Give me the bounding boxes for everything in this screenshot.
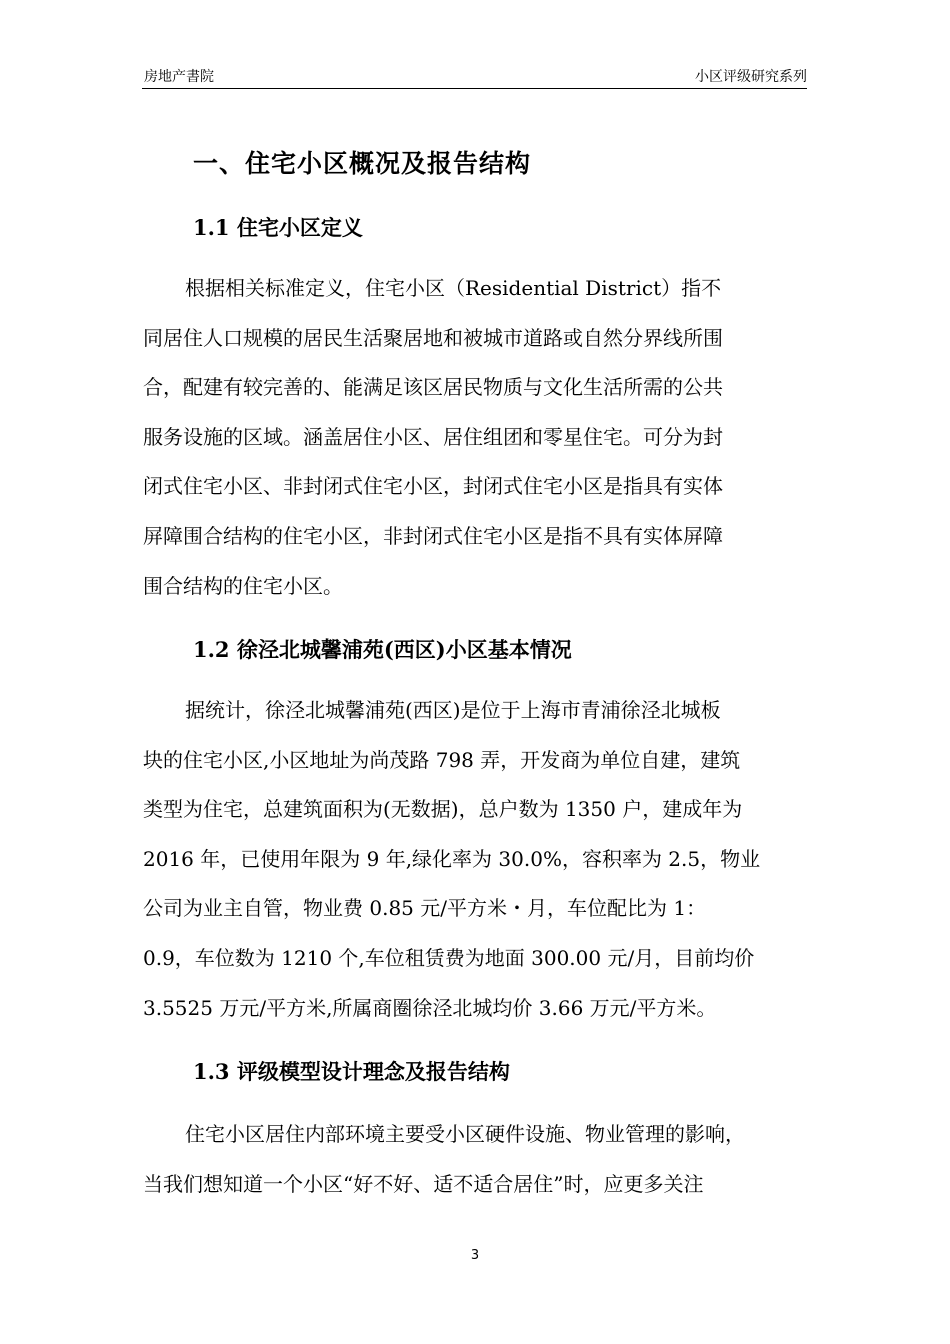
- paragraph-basic-info: [143, 686, 811, 1033]
- text-line: 据统计，徐泾北城馨浦苑(西区)是位于上海市青浦徐泾北城板: [185, 698, 721, 722]
- text-line: 2016 年，已使用年限为 9 年,绿化率为 30.0%，容积率为 2.5，物业: [143, 846, 761, 871]
- text-line: 3.5525 万元/平方米,所属商圈徐泾北城均价 3.66 万元/平方米。: [143, 995, 717, 1020]
- header-brand: 房地产書院: [144, 69, 214, 85]
- text-line: 服务设施的区域。涵盖居住小区、居住组团和零星住宅。可分为封: [143, 424, 723, 449]
- text-line: 闭式住宅小区、非封闭式住宅小区，封闭式住宅小区是指具有实体: [143, 474, 723, 499]
- text-line: 住宅小区居住内部环境主要受小区硬件设施、物业管理的影响，: [185, 1122, 745, 1146]
- paragraph-model-design: [143, 1110, 811, 1209]
- text-line: 屏障围合结构的住宅小区，非封闭式住宅小区是指不具有实体屏障: [143, 523, 723, 548]
- text-line: 当我们想知道一个小区“好不好、适不适合居住”时，应更多关注: [143, 1171, 704, 1196]
- section-title: 一、住宅小区概况及报告结构: [193, 149, 532, 178]
- text-line: 围合结构的住宅小区。: [143, 573, 343, 598]
- text-line: 合，配建有较完善的、能满足该区居民物质与文化生活所需的公共: [143, 375, 723, 400]
- subsection-title-1-1: 1.1 住宅小区定义: [193, 215, 363, 240]
- text-line: 同居住人口规模的居民生活聚居地和被城市道路或自然分界线所围: [143, 325, 723, 350]
- text-line: 0.9，车位数为 1210 个,车位租赁费为地面 300.00 元/月，目前均价: [143, 945, 755, 970]
- page-number: 3: [470, 1248, 480, 1263]
- subsection-title-1-3: 1.3 评级模型设计理念及报告结构: [193, 1059, 510, 1084]
- text-line: 根据相关标准定义，住宅小区（Residential District）指不: [185, 276, 722, 300]
- text-line: 公司为业主自管，物业费 0.85 元/平方米・月，车位配比为 1：: [143, 896, 707, 921]
- text-line: 类型为住宅，总建筑面积为(无数据)，总户数为 1350 户，建成年为: [143, 797, 743, 822]
- subsection-title-1-2: 1.2 徐泾北城馨浦苑(西区)小区基本情况: [193, 637, 572, 662]
- text-line: 块的住宅小区,小区地址为尚茂路 798 弄，开发商为单位自建，建筑: [143, 747, 741, 772]
- header-series: 小区评级研究系列: [695, 69, 807, 85]
- header-divider: [142, 88, 807, 89]
- paragraph-definition: [143, 264, 811, 611]
